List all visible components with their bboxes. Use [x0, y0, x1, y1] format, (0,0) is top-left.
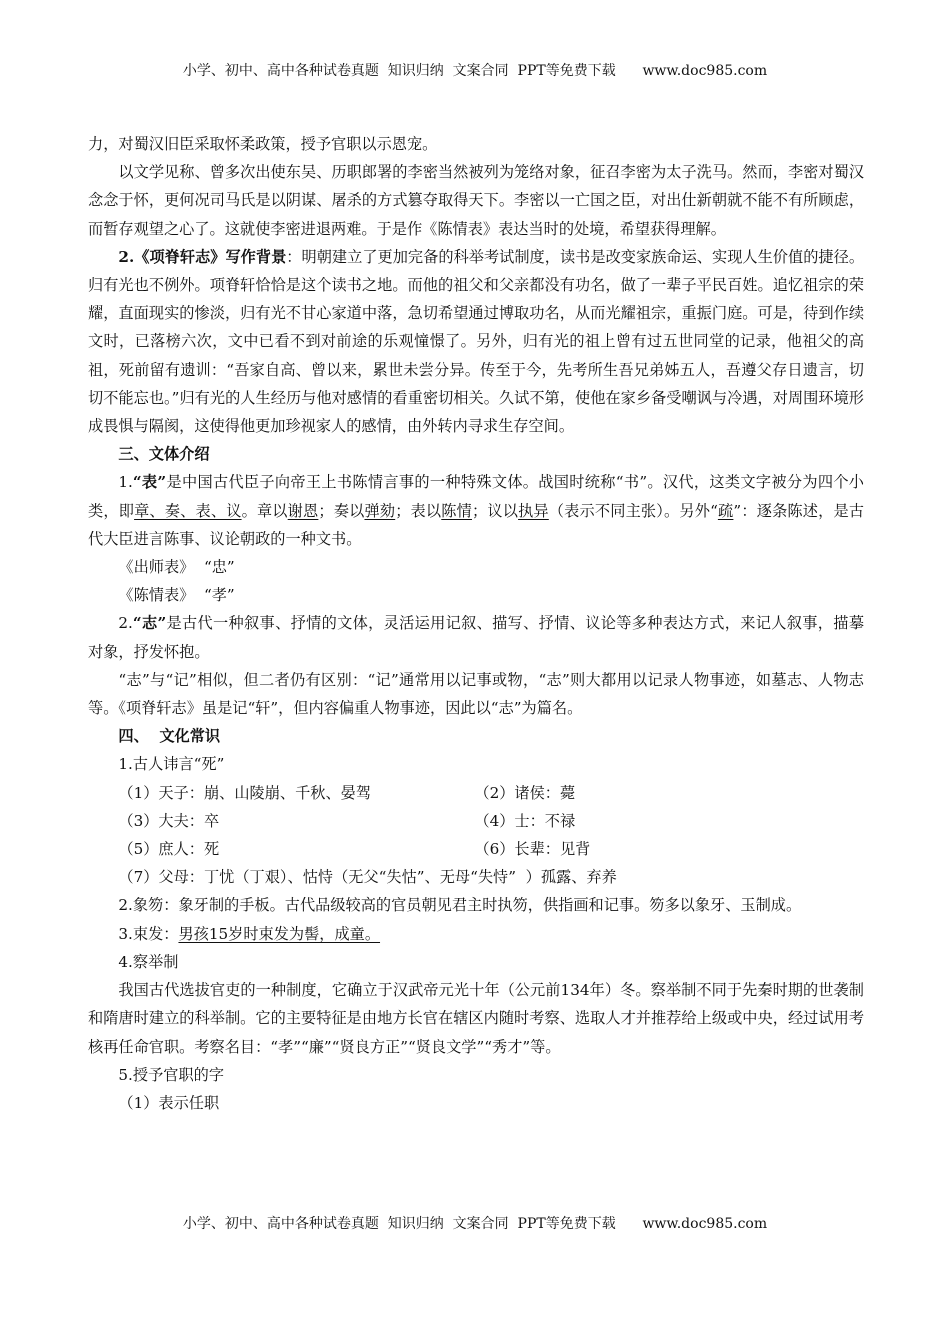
list-item: （1）天子：崩、山陵崩、千秋、晏驾 [118, 783, 372, 802]
text: 是中国古代臣子向帝王上书陈情言事的一种特殊文体。战国时统称“书”。汉代，这类文字被分为四个小类，即 [88, 473, 864, 520]
paragraph: （1）表示任职 [118, 1093, 220, 1112]
paragraph [88, 609, 864, 665]
list-number: 1. [118, 473, 133, 492]
text: 是古代一种叙事、抒情的文体，灵活运用记叙、描写、抒情、议论等多种表达方式，来记人叙事，描摹对象，抒发怀抱。 [88, 614, 865, 661]
section-heading: 三、文体介绍 [118, 445, 210, 464]
document-body [88, 130, 864, 1117]
list-row [88, 779, 864, 807]
paragraph: “志”与“记”相似，但二者仍有区别：“记”通常用以记事或物，“志”则大都用以记录人物事迹，如墓志、人物志等。《项脊轩志》虽是记“轩”，但内容偏重人物事迹，因此以“志”为篇名。 [88, 670, 864, 718]
term: “表” [132, 473, 167, 492]
paragraph [88, 243, 864, 440]
paragraph: 力，对蜀汉旧臣采取怀柔政策，授予官职以示恩宠。 [88, 135, 438, 153]
paragraph: 《陈情表》 “孝” [118, 586, 235, 605]
underlined-text: 谢恩 [287, 501, 319, 520]
paragraph: 5.授予官职的字 [118, 1065, 225, 1084]
list-item: （6）长辈：见背 [474, 840, 591, 859]
underlined-text: 陈情 [441, 501, 472, 520]
list-item: （7）父母：丁忧（丁艰）、怙恃（无父“失怙”、无母“失恃” ）孤露、弃养 [118, 868, 617, 887]
page-header: 小学、初中、高中各种试卷真题 知识归纳 文案合同 PPT等免费下载 www.doc985.com [182, 63, 768, 79]
list-row [88, 835, 864, 863]
paragraph: 1.古人讳言“死” [118, 755, 225, 774]
text: 3.束发： [118, 924, 179, 943]
paragraph: 我国古代选拔官吏的一种制度，它确立于汉武帝元光十年（公元前134年）冬。察举制不同于先秦时期的世袭制和隋唐时建立的科举制。它的主要特征是由地方长官在辖区内随时考察、选取人才并推荐给上级或中央，经过试用考核再任命官职。考察名目：“孝”“廉”“贤良方正”“贤良文学”“秀才”等。 [88, 981, 864, 1056]
page-footer: 小学、初中、高中各种试卷真题 知识归纳 文案合同 PPT等免费下载 www.doc985.com [182, 1216, 768, 1232]
text: ；议以 [471, 501, 519, 520]
paragraph [88, 920, 864, 948]
list-item: （5）庶人：死 [118, 840, 220, 859]
list-item: （3）大夫：卒 [118, 811, 220, 830]
text: 。章以 [241, 501, 288, 520]
paragraph: 以文学见称、曾多次出使东吴、历职郎署的李密当然被列为笼络对象，征召李密为太子洗马。然而，李密对蜀汉念念于怀，更何况司马氏是以阴谋、屠杀的方式篡夺取得天下。李密以一亡国之臣，对出仕新朝就不能不有所顾虑，而暂存观望之心了。这就使李密进退两难。于是作《陈情表》表达当时的处境，希望获得理解。 [88, 163, 864, 238]
text: ；表以 [395, 501, 442, 520]
underlined-text: 疏 [717, 501, 734, 520]
underlined-text: 男孩15岁时束发为髻，成童。 [178, 924, 381, 943]
underlined-text: 章、奏、表、议 [134, 501, 242, 520]
text: ；奏以 [318, 501, 365, 520]
paragraph: 4.察举制 [118, 952, 179, 971]
text: ”：逐条陈述，是古代大臣进言陈事、议论朝政的一种文书。 [88, 501, 865, 548]
list-number: 2. [118, 614, 133, 633]
section-lead: 2.《项脊轩志》写作背景 [118, 247, 287, 266]
paragraph [88, 468, 864, 553]
text: （表示不同主张）。另外“ [548, 501, 718, 520]
list-item: （2）诸侯：薨 [474, 783, 576, 802]
underlined-text: 弹劾 [364, 501, 396, 520]
paragraph: 《出师表》 “忠” [118, 558, 235, 577]
term: “志” [132, 614, 167, 633]
list-item: （4）士：不禄 [474, 811, 576, 830]
paragraph: 2.象笏：象牙制的手板。古代品级较高的官员朝见君主时执笏，供指画和记事。笏多以象牙、玉制成。 [118, 896, 802, 915]
list-row [88, 807, 864, 835]
colon: ： [286, 247, 302, 266]
underlined-text: 执异 [518, 501, 549, 520]
section-heading: 四、 文化常识 [118, 727, 221, 746]
paragraph-text: 明朝建立了更加完备的科举考试制度，读书是改变家族命运、实现人生价值的捷径。归有光也不例外。项脊轩恰恰是这个读书之地。而他的祖父和父亲都没有功名，做了一辈子平民百姓。追忆祖宗的荣耀，直面现实的惨淡，归有光不甘心家道中落，急切希望通过博取功名，从而光耀祖宗，重振门庭。可是，待到作续文时，已落榜六次，文中已看不到对前途的乐观憧憬了。另外，归有光的祖上曾有过五世同堂的记录，他祖父的高祖，死前留有遗训：“吾家自高、曾以来，累世未尝分异。传至于今，先考所生吾兄弟姊五人，吾遵父存日遗言，切切不能忘也。”归有光的人生经历与他对感情的看重密切相关。久试不第，使他在家乡备受嘲讽与冷遇，对周围环境形成畏惧与隔阂，这使得他更加珍视家人的感情，由外转内寻求生存空间。 [88, 247, 864, 436]
